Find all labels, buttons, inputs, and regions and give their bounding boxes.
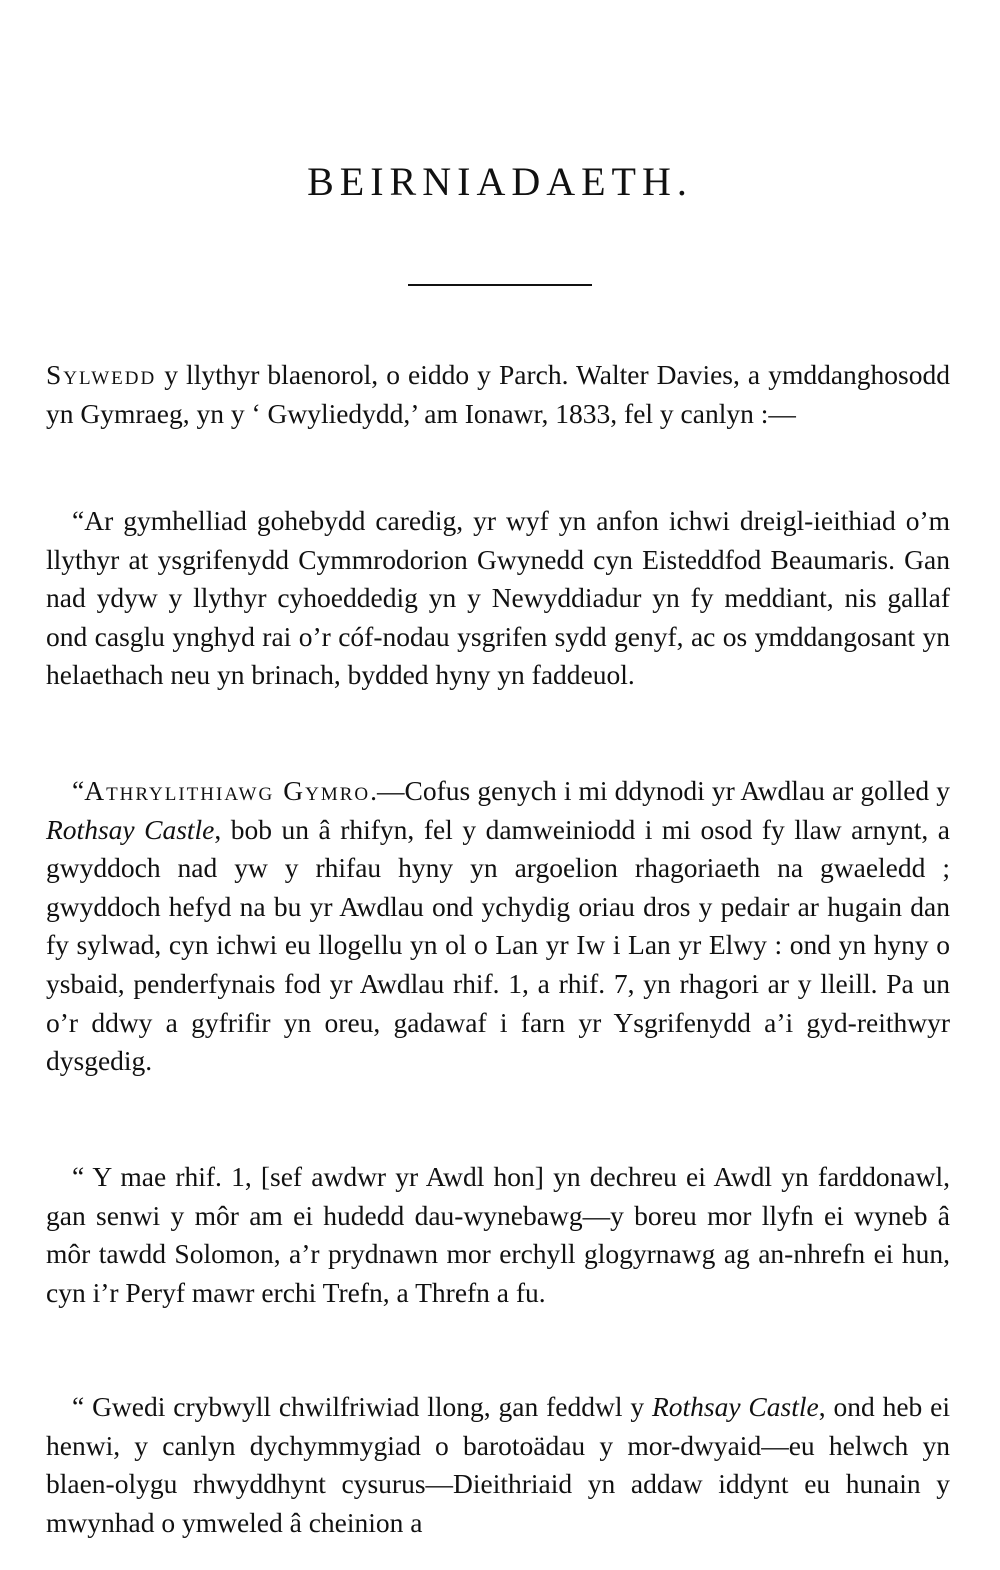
paragraph-5-text-b: , ond heb ei henwi, y canlyn dychymmygiad o barotoädau y mor-dwyaid—eu helwch yn blaen-olygu rhwyddhynt cysurus—Dieithriaid yn addaw iddynt eu hunain y mwynhad o ymweled â cheinion a	[46, 1391, 950, 1538]
paragraph-3-lead: Athrylithiawg Gymro	[84, 775, 371, 806]
paragraph-4: “ Y mae rhif. 1, [sef awdwr yr Awdl hon] yn dechreu ei Awdl yn farddonawl, gan senwi y môr am ei hudedd dau-wynebawg—y boreu mor llyfn ei wyneb â môr tawdd Solomon, a’r prydnawn mor erchyll glogyrnawg ag an-nhrefn ei hun, cyn i’r Peryf mawr erchi Trefn, a Threfn a fu.	[46, 1161, 950, 1308]
paragraph-1-lead: Sylwedd	[46, 359, 157, 390]
title-divider	[408, 284, 592, 286]
ship-name-italic: Rothsay Castle	[651, 1391, 819, 1422]
ship-name-italic: Rothsay Castle	[46, 813, 215, 845]
paragraph-3-text-a: .—Cofus genych i mi ddynodi yr Awdlau ar golled y	[370, 775, 950, 806]
paragraph-5-text-a: “ Gwedi crybwyll chwilfriwiad llong, gan feddwl y	[72, 1391, 652, 1422]
paragraph-5	[46, 1388, 950, 1542]
paragraph-3-text-b: , bob un â rhifyn, fel y damweiniodd i mi osod fy llaw arnynt, a gwyddoch nad yw y rhifau hyny yn argoelion rhagoriaeth na gwaeledd ; gwyddoch hefyd na bu yr Awdlau ond ychydig oriau dros y pedair ar hugain dan fy sylwad, cyn ichwi eu llogellu yn ol o Lan yr Iw i Lan yr Elwy : ond yn hyny o ysbaid, penderfynais fod yr Awdlau rhif. 1, a rhif. 7, yn rhagori ar y lleill. Pa un o’r ddwy a gyfrifir yn oreu, gadawaf i farn yr Ysgrifenydd a’i gyd-reithwyr dysgedig.	[46, 813, 950, 1077]
paragraph-1	[46, 356, 950, 433]
paragraph-3	[46, 772, 950, 1081]
paragraph-2: “Ar gymhelliad gohebydd caredig, yr wyf yn anfon ichwi dreigl-ieithiad o’m llythyr at ysgrifenydd Cymmrodorion Gwynedd cyn Eisteddfod Beaumaris. Gan nad ydyw y llythyr cyhoeddedig yn y Newyddiadur yn fy meddiant, nis gallaf ond casglu ynghyd rai o’r cóf-nodau ysgrifen sydd genyf, ac os ymddangosant yn helaethach neu yn brinach, bydded hyny yn faddeuol.	[46, 505, 950, 691]
page-title: BEIRNIADAETH.	[307, 159, 693, 204]
paragraph-1-text: y llythyr blaenorol, o eiddo y Parch. Walter Davies, a ymddanghosodd yn Gymraeg, yn y ‘ Gwyliedydd,’ am Ionawr, 1833, fel y canlyn :—	[46, 359, 950, 429]
paragraph-3-open-quote: “	[72, 775, 85, 806]
